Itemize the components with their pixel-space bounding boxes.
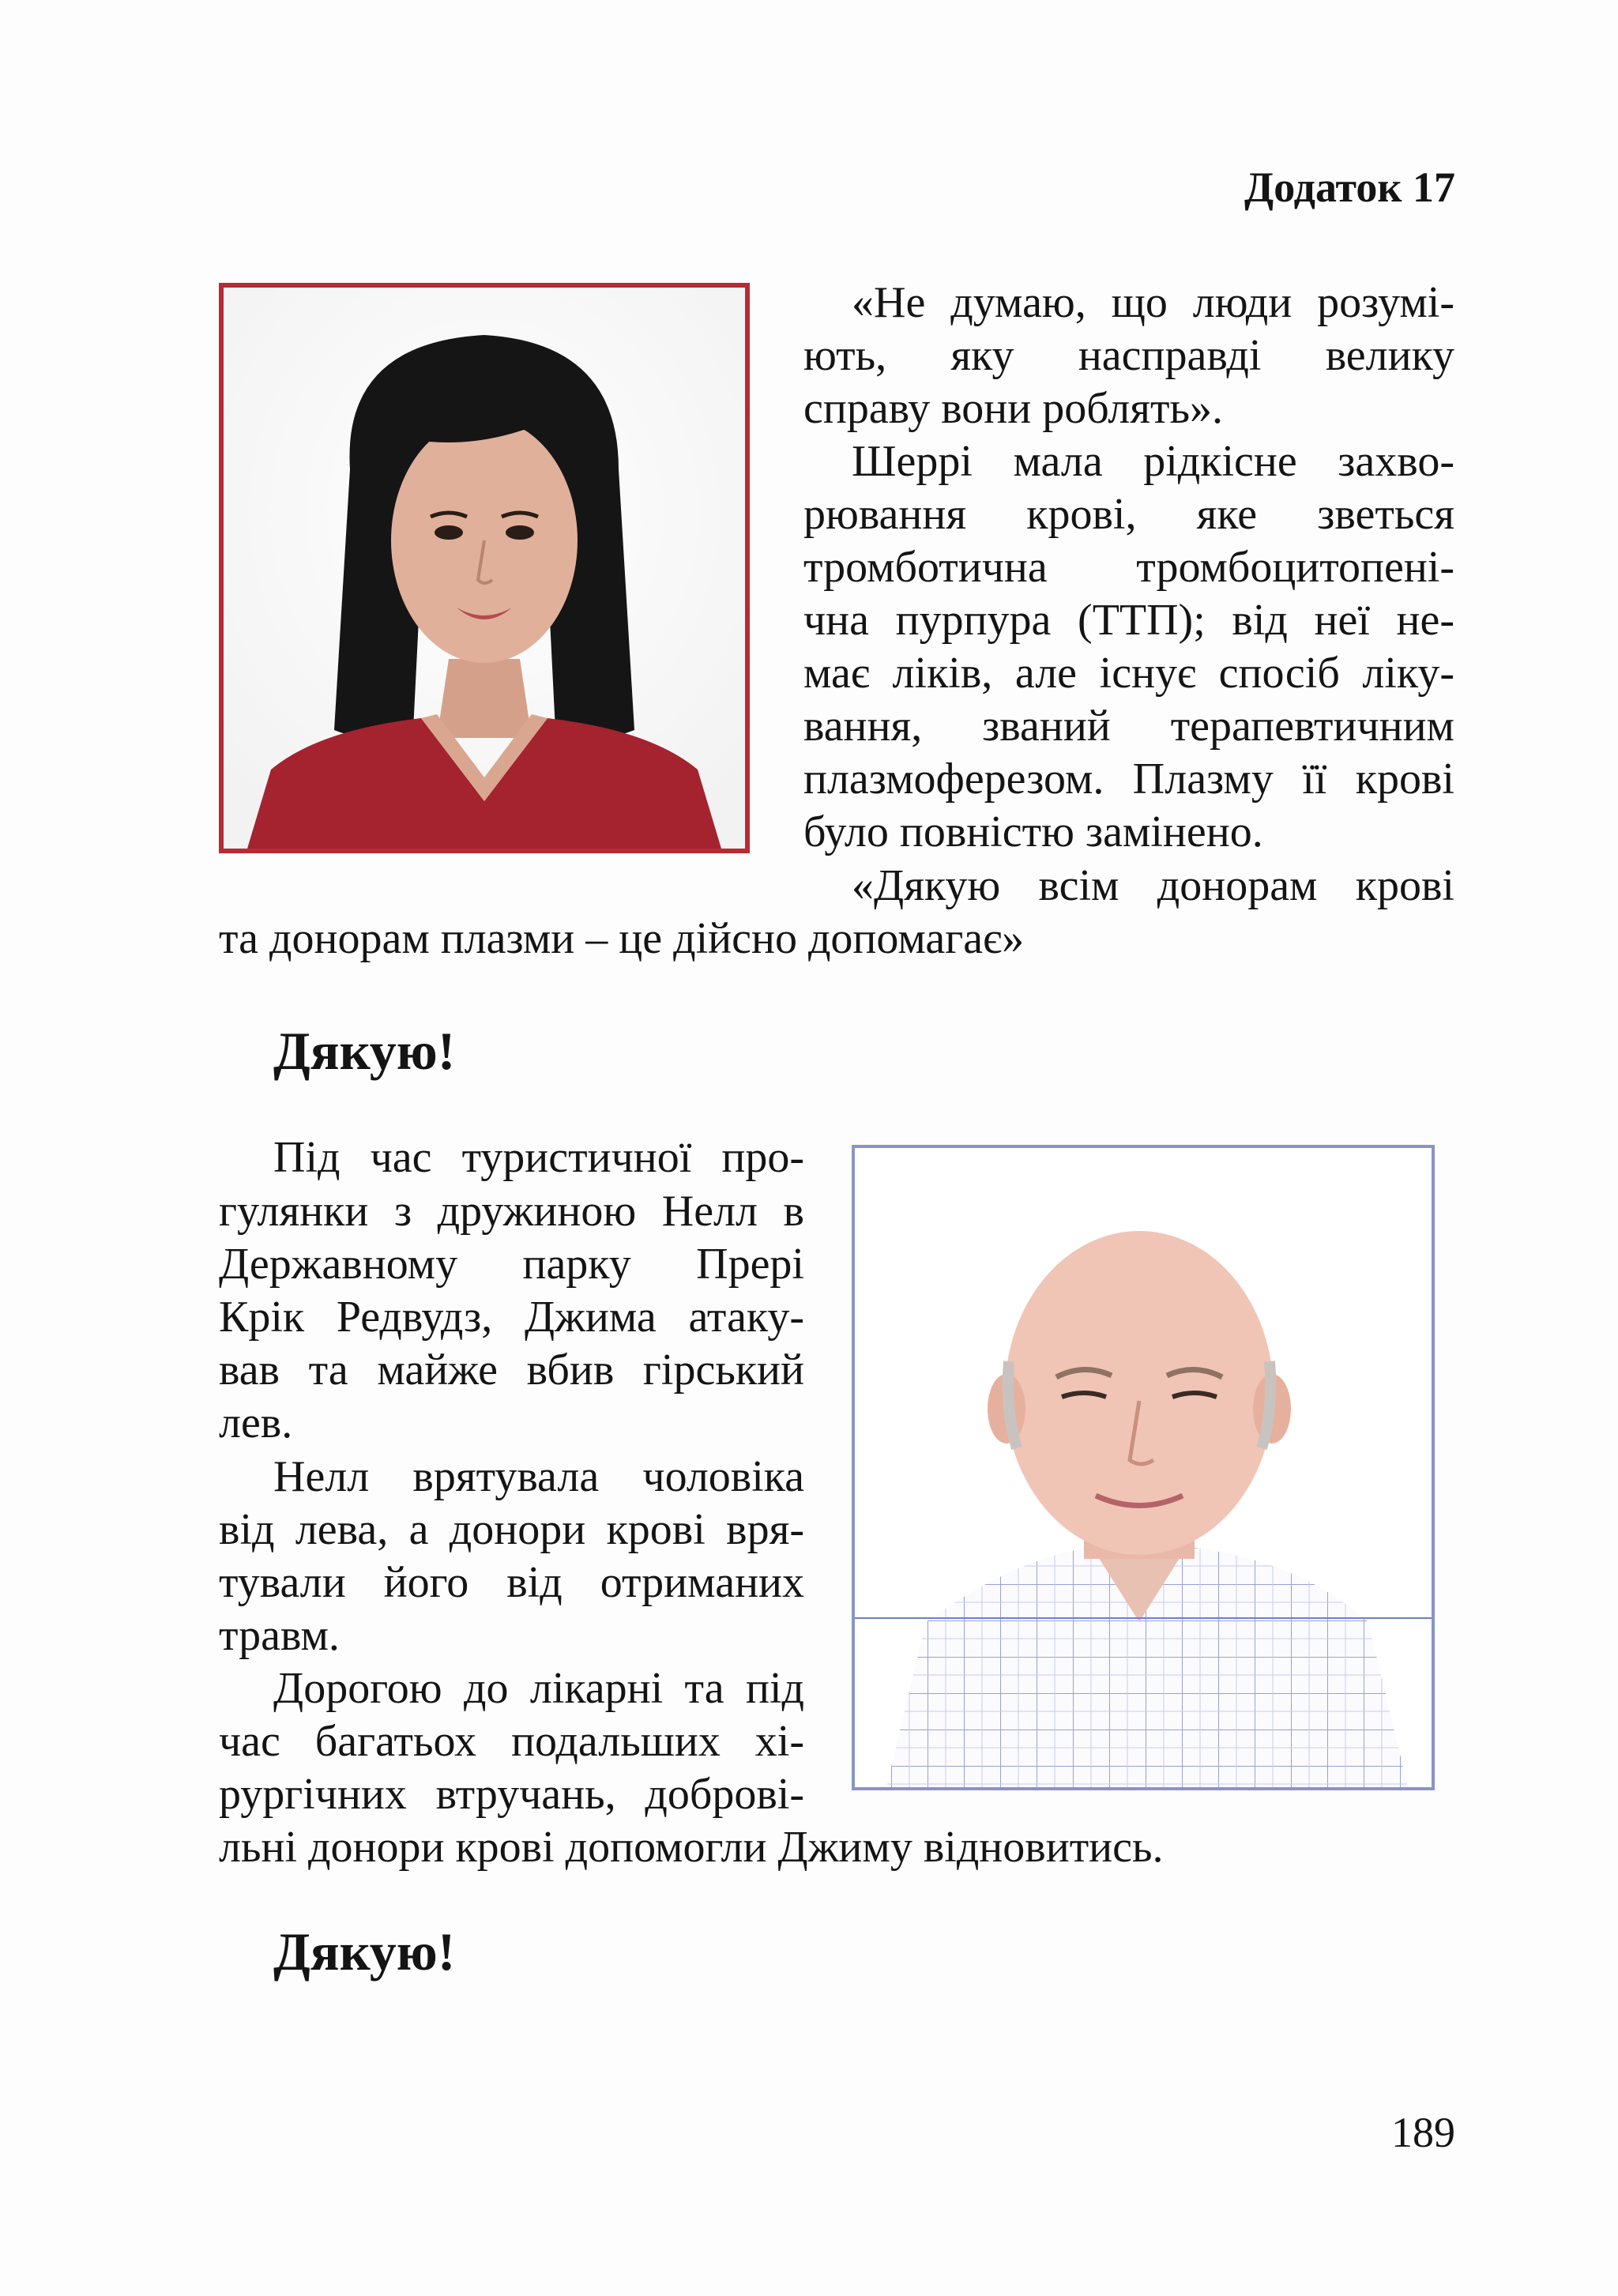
story1-line-8: має ліків, але існує спосіб ліку-: [803, 649, 1454, 698]
story2-line-4: Крік Редвудз, Джима атаку-: [219, 1293, 804, 1342]
story2-line-1: Під час туристичної про-: [273, 1133, 804, 1182]
story1-line-7: чна пурпура (ТТП); від неї не-: [803, 596, 1454, 645]
story2-line-10: травм.: [219, 1611, 340, 1660]
portrait-photo-jim: [852, 1145, 1435, 1790]
story1-line-4: Шеррі мала рідкісне захво-: [852, 437, 1454, 486]
story2-line-2: гулянки з дружиною Нелл в: [219, 1187, 804, 1236]
story2-line-7: Нелл врятувала чоловіка: [273, 1452, 804, 1501]
story1-line-6: тромботична тромбоцитопені-: [803, 543, 1454, 592]
story2-line-13: рургічних втручань, доброві-: [219, 1770, 804, 1819]
story1-line-11: було повністю замінено.: [803, 807, 1263, 856]
story2-line-11: Дорогою до лікарні та під: [273, 1664, 804, 1713]
story2-line-12: час багатьох подальших хі-: [219, 1717, 804, 1766]
portrait-woman-image: [224, 288, 745, 849]
story1-line-5: рювання крові, яке зветься: [803, 490, 1454, 539]
story2-line-3: Державному парку Прері: [219, 1240, 804, 1289]
story1-line-13: та донорам плазми – це дійсно допомагає»: [219, 914, 1025, 963]
story2-line-5: вав та майже вбив гірський: [219, 1346, 804, 1395]
story2-line-8: від лева, а донори крові вря-: [219, 1505, 804, 1554]
appendix-label: Додаток 17: [1244, 164, 1455, 211]
story2-heading: Дякую!: [273, 1921, 456, 1982]
portrait-photo-sherri: [219, 283, 750, 853]
story2-line-9: тували його від отриманих: [219, 1558, 804, 1607]
story2-line-6: лев.: [219, 1398, 293, 1447]
story1-line-12: «Дякую всім донорам крові: [852, 861, 1454, 910]
portrait-man-image: [855, 1148, 1432, 1787]
story1-line-2: ють, яку насправді велику: [803, 331, 1454, 380]
story2-line-14: льні донори крові допомогли Джиму відновитись.: [219, 1823, 1164, 1872]
page-number: 189: [1391, 2109, 1455, 2156]
story1-line-9: вання, званий терапевтичним: [803, 702, 1454, 751]
story1-line-1: «Не думаю, що люди розумі-: [852, 278, 1454, 327]
story1-line-3: справу вони роблять».: [803, 384, 1224, 433]
story1-line-10: плазмоферезом. Плазму її крові: [803, 755, 1454, 804]
story1-heading: Дякую!: [273, 1021, 456, 1081]
